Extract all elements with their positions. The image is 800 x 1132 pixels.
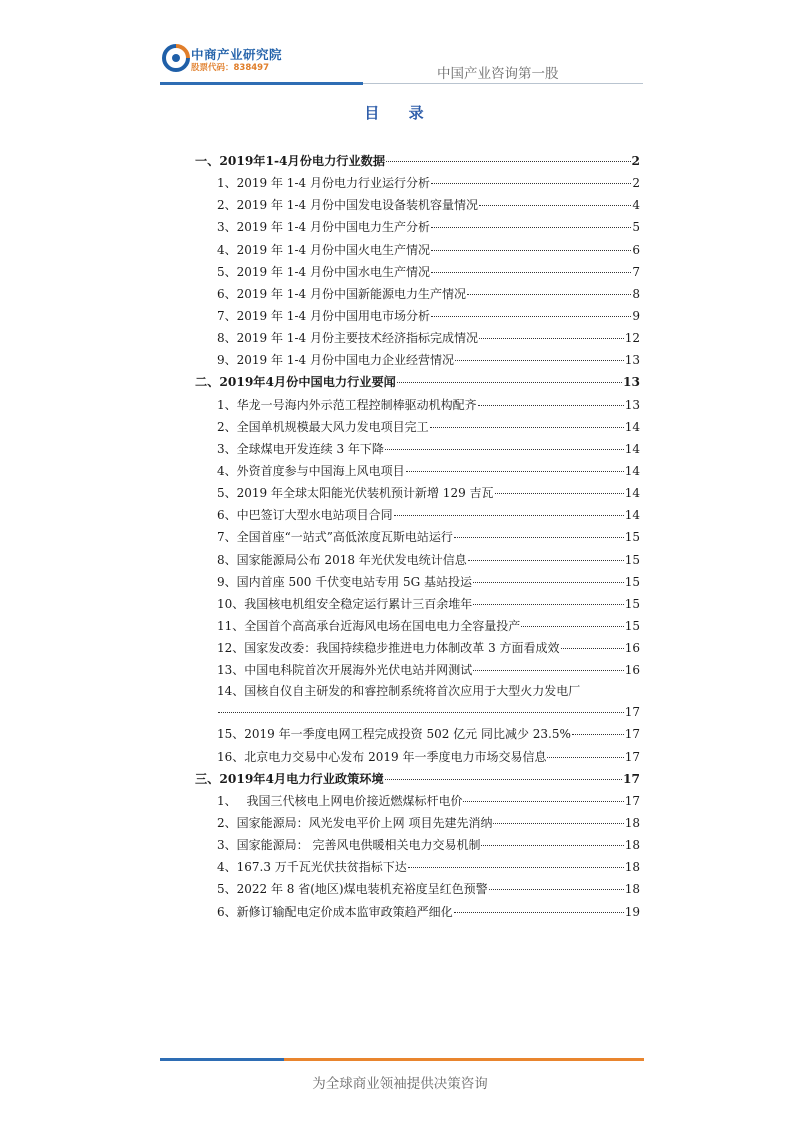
leader-dots: [473, 670, 623, 671]
toc-page-number: 13: [623, 375, 640, 390]
toc-entry[interactable]: [195, 746, 640, 768]
toc-entry-label: 6、新修订输配电定价成本监审政策趋严细化: [217, 904, 453, 919]
toc-page-number: 9: [632, 308, 640, 323]
toc-entry[interactable]: [195, 283, 640, 305]
logo-company-name: 中商产业研究院: [191, 47, 283, 62]
leader-dots: [431, 250, 631, 251]
toc-entry[interactable]: [195, 172, 640, 194]
leader-dots: [385, 779, 622, 780]
toc-entry[interactable]: [195, 526, 640, 548]
toc-page-number: 14: [624, 508, 640, 523]
toc-entry[interactable]: [195, 194, 640, 216]
leader-dots: [431, 183, 631, 184]
toc-page-number: 18: [624, 860, 640, 875]
toc-entry-label: 13、中国电科院首次开展海外光伏电站并网测试: [217, 663, 473, 678]
toc-page-number: 4: [632, 198, 640, 213]
toc-entry-label: 2、国家能源局：风光发电平价上网 项目先建先消纳: [217, 815, 493, 830]
toc-entry-label: 15、2019 年一季度电网工程完成投资 502 亿元 同比减少 23.5%: [217, 727, 571, 742]
toc-section-label: 一、2019年1-4月份电力行业数据: [195, 154, 386, 168]
toc-entry[interactable]: [195, 681, 640, 701]
toc-entry-label: 2、全国单机规模最大风力发电项目完工: [217, 419, 429, 434]
toc-page-number: 16: [624, 663, 640, 678]
leader-dots: [455, 360, 624, 361]
toc-page-number: 18: [624, 838, 640, 853]
toc-entry-label: 1、 我国三代核电上网电价接近燃煤标杆电价: [217, 793, 463, 808]
toc-entry[interactable]: [195, 438, 640, 460]
toc-entry[interactable]: [195, 504, 640, 526]
footer-divider-accent: [160, 1058, 284, 1061]
toc-entry[interactable]: [195, 637, 640, 659]
toc-page-number: 14: [624, 441, 640, 456]
toc-section-label: 三、2019年4月电力行业政策环境: [195, 771, 384, 786]
toc-entry[interactable]: [195, 394, 640, 416]
toc-entry-label: 12、国家发改委：我国持续稳步推进电力体制改革 3 方面看成效: [217, 641, 560, 656]
header-slogan: 中国产业咨询第一股: [437, 66, 559, 82]
toc-entry-label: 9、国内首座 500 千伏变电站专用 5G 基站投运: [217, 574, 473, 589]
toc-entry-label: 16、北京电力交易中心发布 2019 年一季度电力市场交易信息: [217, 749, 547, 764]
toc-page-number: 17: [624, 793, 640, 808]
toc-entry-label: 5、2022 年 8 省(地区)煤电装机充裕度呈红色预警: [217, 882, 488, 897]
toc-entry[interactable]: [195, 460, 640, 482]
leader-dots: [478, 405, 624, 406]
leader-dots: [454, 912, 624, 913]
leader-dots: [479, 338, 624, 339]
toc-page-number: 18: [624, 815, 640, 830]
toc-page-number: 14: [624, 419, 640, 434]
toc-entry-label: 5、2019 年 1-4 月份中国水电生产情况: [217, 264, 430, 279]
toc-section[interactable]: [195, 371, 640, 393]
toc-entry[interactable]: [195, 615, 640, 637]
toc-page-number: 2: [632, 176, 640, 191]
toc-entry[interactable]: [195, 856, 640, 878]
leader-dots: [408, 867, 624, 868]
toc-entry-label: 8、国家能源局公布 2018 年光伏发电统计信息: [217, 552, 467, 567]
leader-dots: [468, 560, 624, 561]
toc-entry[interactable]: [195, 812, 640, 834]
toc-entry[interactable]: [195, 327, 640, 349]
company-logo-icon: [162, 44, 190, 72]
toc-entry-label: 4、2019 年 1-4 月份中国火电生产情况: [217, 242, 430, 257]
toc-entry-label: 7、2019 年 1-4 月份中国用电市场分析: [217, 308, 430, 323]
toc-page-number: 17: [624, 727, 640, 742]
leader-dots: [406, 471, 624, 472]
leader-dots: [479, 205, 631, 206]
leader-dots: [431, 316, 631, 317]
toc-page-number: 17: [624, 705, 640, 720]
leader-dots: [521, 626, 623, 627]
toc-page-number: 8: [632, 286, 640, 301]
toc-page-number: 19: [624, 904, 640, 919]
toc-page-number: 13: [624, 353, 640, 368]
toc-page-number: 13: [624, 397, 640, 412]
page-header: [0, 0, 800, 90]
toc-section[interactable]: [195, 768, 640, 790]
toc-title: 目 录: [364, 104, 436, 122]
toc-entry[interactable]: [195, 305, 640, 327]
leader-dots: [431, 272, 631, 273]
toc-entry-label: 14、国核自仪自主研发的和睿控制系统将首次应用于大型火力发电厂: [217, 684, 581, 699]
company-logo: [162, 44, 292, 76]
leader-dots: [386, 161, 631, 162]
toc-page-number: 18: [624, 882, 640, 897]
toc-page-number: 14: [624, 486, 640, 501]
toc-entry[interactable]: [195, 723, 640, 745]
toc-page-number: 16: [624, 641, 640, 656]
leader-dots: [572, 734, 624, 735]
leader-dots: [467, 294, 631, 295]
toc-page-number: 17: [624, 749, 640, 764]
footer-divider: [284, 1058, 644, 1061]
toc-entry-label: 7、全国首座“一站式”高低浓度瓦斯电站运行: [217, 530, 453, 545]
toc-entry-continuation[interactable]: [195, 701, 640, 723]
toc-entry[interactable]: [195, 349, 640, 371]
toc-entry[interactable]: [195, 659, 640, 681]
toc-entry[interactable]: [195, 790, 640, 812]
toc-entry-label: 3、2019 年 1-4 月份中国电力生产分析: [217, 220, 430, 235]
toc-entry[interactable]: [195, 593, 640, 615]
table-of-contents: [195, 150, 640, 923]
toc-entry-label: 11、全国首个高高承台近海风电场在国电电力全容量投产: [217, 618, 521, 633]
toc-entry[interactable]: [195, 416, 640, 438]
toc-entry[interactable]: [195, 901, 640, 923]
leader-dots: [397, 382, 622, 383]
leader-dots: [394, 515, 624, 516]
toc-page-number: 2: [631, 154, 640, 168]
toc-page-number: 15: [624, 574, 640, 589]
leader-dots: [561, 648, 624, 649]
leader-dots: [473, 604, 623, 605]
toc-entry[interactable]: [195, 834, 640, 856]
toc-entry[interactable]: [195, 239, 640, 261]
toc-entry[interactable]: [195, 571, 640, 593]
toc-page-number: 15: [624, 530, 640, 545]
leader-dots: [218, 712, 624, 713]
toc-page-number: 15: [624, 618, 640, 633]
leader-dots: [473, 582, 624, 583]
toc-entry[interactable]: [195, 216, 640, 238]
toc-section-label: 二、2019年4月份中国电力行业要闻: [195, 375, 396, 390]
header-divider-accent: [160, 82, 363, 85]
leader-dots: [489, 889, 624, 890]
leader-dots: [481, 845, 623, 846]
toc-page-number: 14: [624, 463, 640, 478]
toc-page-number: 6: [632, 242, 640, 257]
toc-page-number: 5: [632, 220, 640, 235]
toc-entry-label: 2、2019 年 1-4 月份中国发电设备装机容量情况: [217, 198, 478, 213]
toc-entry-label: 10、我国核电机组安全稳定运行累计三百余堆年: [217, 596, 473, 611]
toc-entry-label: 8、2019 年 1-4 月份主要技术经济指标完成情况: [217, 331, 478, 346]
footer-tagline: 为全球商业领袖提供决策咨询: [312, 1076, 488, 1092]
leader-dots: [454, 537, 624, 538]
toc-page-number: 15: [624, 552, 640, 567]
toc-entry-label: 6、2019 年 1-4 月份中国新能源电力生产情况: [217, 286, 466, 301]
toc-entry[interactable]: [195, 549, 640, 571]
toc-entry-label: 3、国家能源局： 完善风电供暖相关电力交易机制: [217, 838, 481, 853]
leader-dots: [385, 449, 624, 450]
toc-entry-label: 5、2019 年全球太阳能光伏装机预计新增 129 吉瓦: [217, 486, 494, 501]
toc-page-number: 17: [623, 771, 640, 786]
toc-page-number: 15: [624, 596, 640, 611]
leader-dots: [547, 757, 623, 758]
toc-entry[interactable]: [195, 482, 640, 504]
header-divider: [363, 83, 643, 84]
leader-dots: [463, 801, 623, 802]
toc-entry-label: 1、2019 年 1-4 月份电力行业运行分析: [217, 176, 430, 191]
toc-entry-label: 9、2019 年 1-4 月份中国电力企业经营情况: [217, 353, 454, 368]
toc-section[interactable]: [195, 150, 640, 172]
toc-entry[interactable]: [195, 261, 640, 283]
leader-dots: [430, 427, 624, 428]
toc-entry-label: 4、外资首度参与中国海上风电项目: [217, 463, 405, 478]
toc-entry-label: 6、中巴签订大型水电站项目合同: [217, 508, 393, 523]
toc-entry-label: 4、167.3 万千瓦光伏扶贫指标下达: [217, 860, 407, 875]
leader-dots: [495, 493, 624, 494]
toc-page-number: 7: [632, 264, 640, 279]
toc-entry[interactable]: [195, 878, 640, 900]
logo-stock-code: 股票代码：838497: [191, 63, 269, 73]
toc-page-number: 12: [624, 331, 640, 346]
toc-entry-label: 1、华龙一号海内外示范工程控制棒驱动机构配齐: [217, 397, 477, 412]
toc-entry-label: 3、全球煤电开发连续 3 年下降: [217, 441, 384, 456]
leader-dots: [493, 823, 623, 824]
leader-dots: [431, 227, 631, 228]
